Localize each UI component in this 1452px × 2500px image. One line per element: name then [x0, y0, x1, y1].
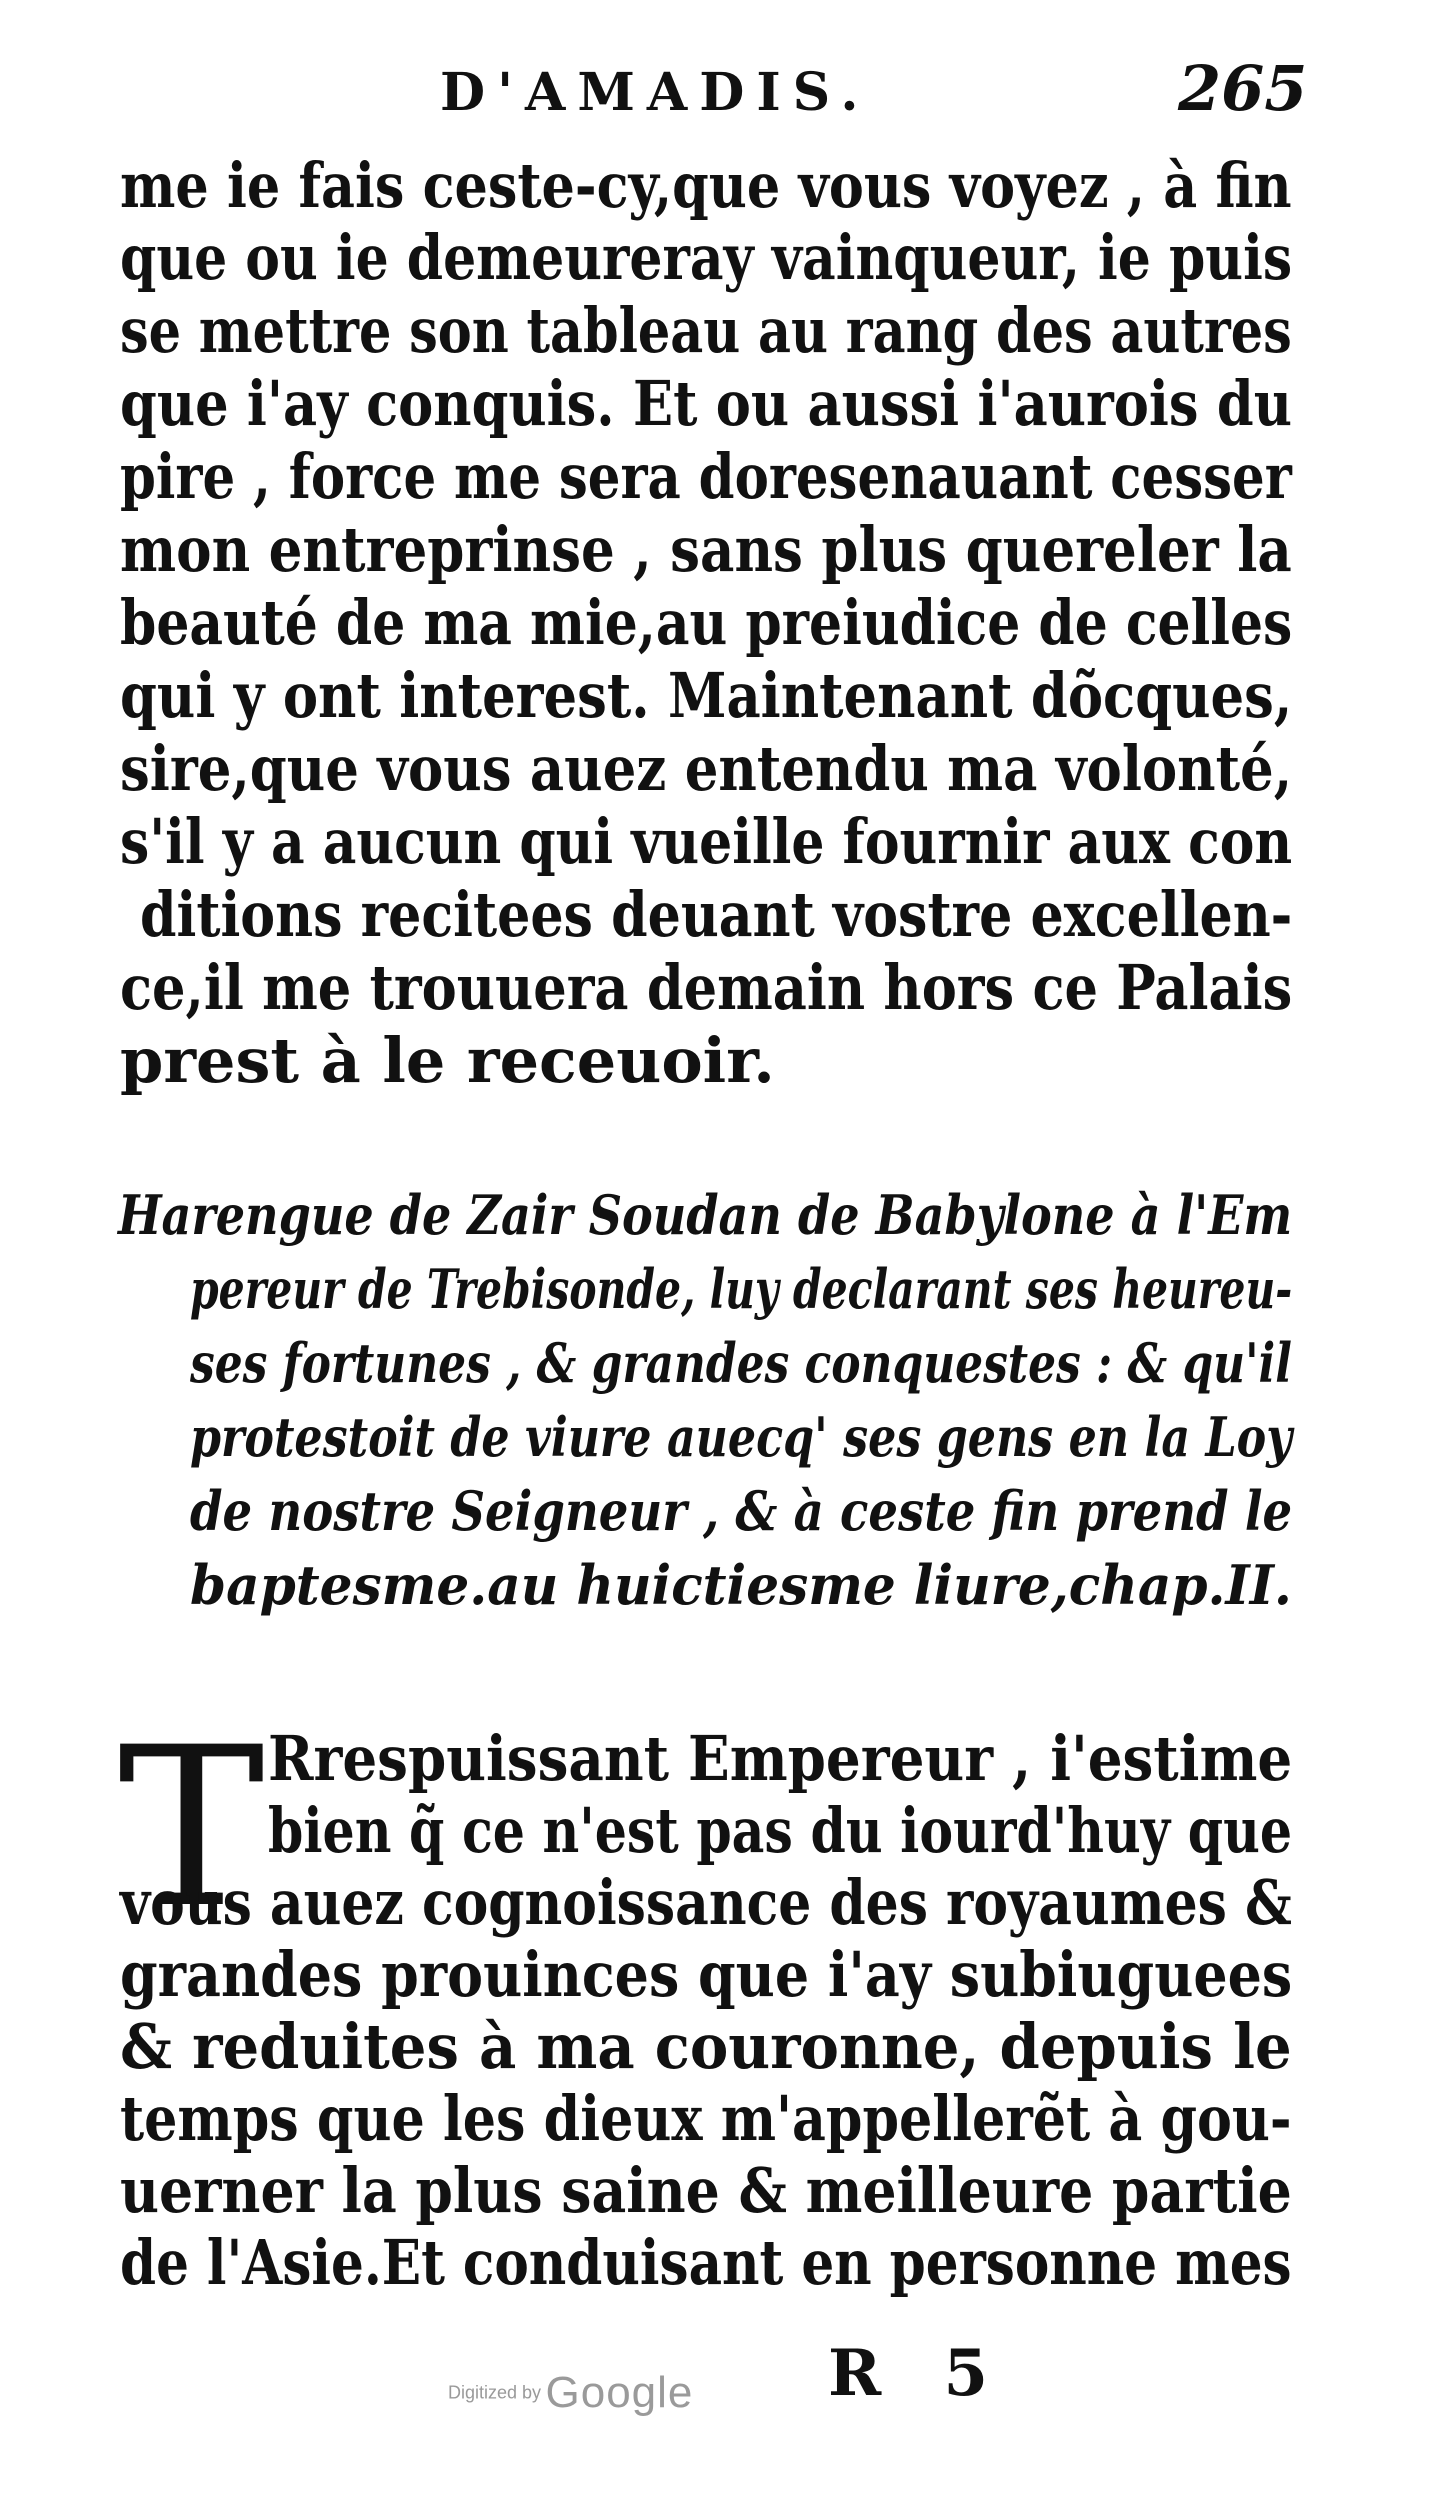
text-line: & reduites à ma couronne, depuis le	[120, 2010, 1292, 2083]
text-line: temps que les dieux m'appellerẽt à gou-	[120, 2082, 1292, 2155]
text-line: grandes prouinces que i'ay subiuguees	[120, 1938, 1293, 2011]
text-line: me ie fais ceste-cy,que vous voyez , à fin	[120, 149, 1292, 222]
signature-mark: R 5	[828, 2336, 988, 2411]
google-logo: Google	[545, 2368, 694, 2417]
rubric-line: protestoit de viure auecq' ses gens en la Loy	[190, 1405, 1293, 1469]
text-line: de l'Asie.Et conduisant en personne mes	[120, 2226, 1292, 2299]
rubric-line: Harengue de Zair Soudan de Babylone à l'Em	[118, 1183, 1293, 1247]
rubric-line: de nostre Seigneur , & à ceste fin prend le	[190, 1479, 1293, 1543]
rubric-line: pereur de Trebisonde, luy declarant ses heureu-	[190, 1257, 1293, 1321]
text-line: ditions recitees deuant vostre excellen-	[140, 878, 1293, 951]
text-line: que ou ie demeureray vainqueur, ie puis	[120, 221, 1293, 294]
running-head: D'AMADIS.	[440, 62, 871, 123]
text-line: uerner la plus saine & meilleure partie	[120, 2154, 1292, 2227]
text-line: vous auez cognoissance des royaumes &	[120, 1866, 1292, 1939]
text-line: sire,que vous auez entendu ma volonté,	[120, 732, 1293, 805]
text-line: mon entreprinse , sans plus quereler la	[120, 513, 1292, 586]
digitized-watermark	[448, 2368, 693, 2418]
text-line: s'il y a aucun qui vueille fournir aux con	[120, 805, 1293, 878]
text-line: beauté de ma mie,au preiudice de celles	[120, 586, 1293, 659]
text-line: Rrespuissant Empereur , i'estime	[268, 1722, 1293, 1795]
text-line: qui y ont interest. Maintenant dõcques,	[120, 659, 1293, 732]
text-line: prest à le receuoir.	[120, 1024, 775, 1097]
text-line: se mettre son tableau au rang des autres	[120, 294, 1292, 367]
drop-cap: T	[118, 1700, 265, 1956]
page-number: 265	[1178, 52, 1308, 125]
text-line: que i'ay conquis. Et ou aussi i'aurois du	[120, 367, 1292, 440]
rubric-line: baptesme.au huictiesme liure,chap.II.	[190, 1553, 1292, 1617]
rubric-line: ses fortunes , & grandes conquestes : & qu'il	[190, 1331, 1292, 1395]
digitized-by-label: Digitized by	[448, 2382, 542, 2403]
text-line: bien q̃ ce n'est pas du iourd'huy que	[268, 1794, 1293, 1867]
text-line: ce,il me trouuera demain hors ce Palais	[120, 951, 1293, 1024]
text-line: pire , force me sera doresenauant cesser	[120, 440, 1292, 513]
